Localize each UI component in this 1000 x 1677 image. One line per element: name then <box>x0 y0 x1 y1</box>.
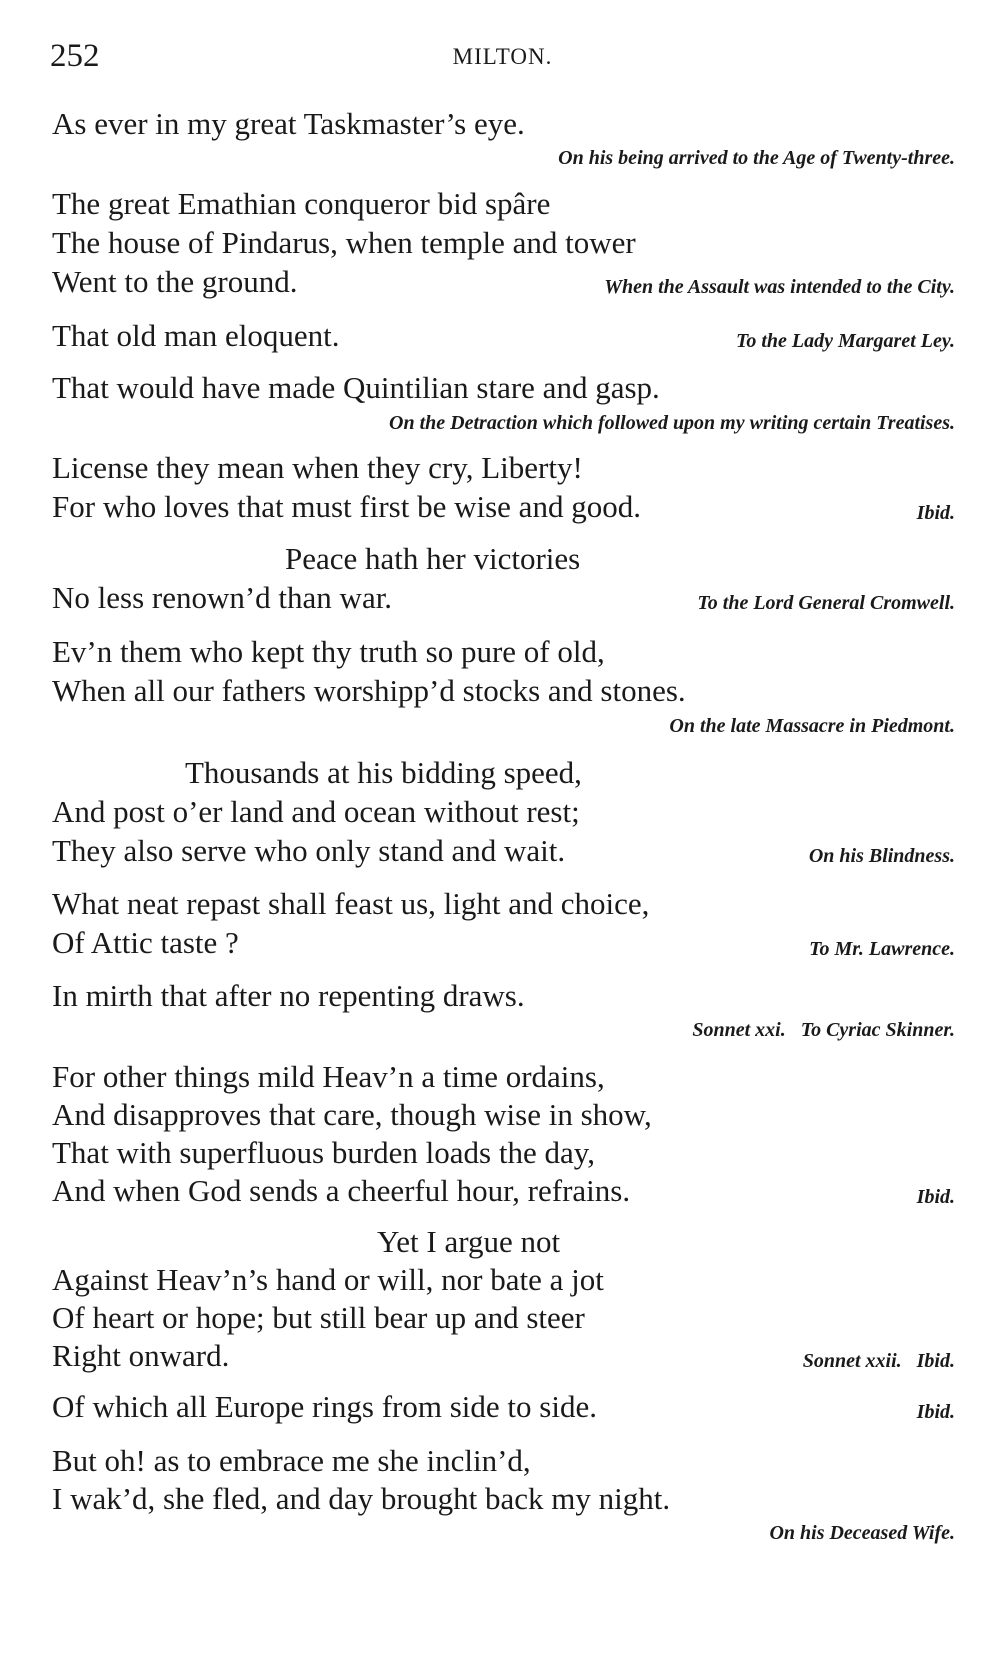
quote-line: The house of Pindarus, when temple and tower <box>52 225 636 260</box>
source-citation: Sonnet xxi. To Cyriac Skinner. <box>692 1019 955 1041</box>
quote-line: For who loves that must first be wise and good. <box>52 489 641 524</box>
quote-line: But oh! as to embrace me she inclin’d, <box>52 1443 531 1478</box>
source-citation: On his Blindness. <box>808 845 955 867</box>
page-header <box>50 38 955 78</box>
quote-line: No less renown’d than war. <box>52 580 393 615</box>
source-citation: On the late Massacre in Piedmont. <box>669 715 955 737</box>
quote-line: Peace hath her victories <box>285 541 581 576</box>
running-title: MILTON. <box>452 44 553 69</box>
quote-line: They also serve who only stand and wait. <box>52 833 566 868</box>
source-citation: On his Deceased Wife. <box>769 1522 955 1544</box>
quote-line: Went to the ground. <box>52 264 298 299</box>
page-number: 252 <box>50 38 100 74</box>
quote-line: License they mean when they cry, Liberty! <box>52 450 583 485</box>
source-citation: To Mr. Lawrence. <box>809 938 955 960</box>
quote-line: Right onward. <box>52 1338 230 1373</box>
quote-line: Ev’n them who kept thy truth so pure of old, <box>52 634 605 669</box>
source-citation: Ibid. <box>916 502 955 524</box>
source-citation: Sonnet xxii. Ibid. <box>802 1350 955 1372</box>
quote-line: The great Emathian conqueror bid spâre <box>52 186 551 221</box>
source-citation: When the Assault was intended to the City. <box>604 276 955 298</box>
quote-line: That with superfluous burden loads the day, <box>52 1135 595 1170</box>
source-citation: To the Lord General Cromwell. <box>697 592 955 614</box>
quote-line: For other things mild Heav’n a time ordains, <box>52 1059 605 1094</box>
quote-line: Of Attic taste ? <box>52 925 239 960</box>
quote-line: That old man eloquent. <box>52 318 340 353</box>
quote-line: And when God sends a cheerful hour, refrains. <box>52 1173 631 1208</box>
quote-line: Thousands at his bidding speed, <box>185 755 582 790</box>
quote-line: Against Heav’n’s hand or will, nor bate a jot <box>52 1262 604 1297</box>
quote-line: When all our fathers worshipp’d stocks and stones. <box>52 673 686 708</box>
quote-line: Of which all Europe rings from side to side. <box>52 1389 597 1424</box>
quote-line: In mirth that after no repenting draws. <box>52 978 525 1013</box>
quote-line: That would have made Quintilian stare and gasp. <box>52 370 660 405</box>
quote-line: And post o’er land and ocean without rest; <box>52 794 580 829</box>
source-citation: To the Lady Margaret Ley. <box>735 330 955 352</box>
quote-line: What neat repast shall feast us, light and choice, <box>52 886 650 921</box>
source-citation: On the Detraction which followed upon my writing certain Treatises. <box>389 412 955 434</box>
quote-line: Of heart or hope; but still bear up and steer <box>52 1300 585 1335</box>
quote-line: I wak’d, she fled, and day brought back my night. <box>52 1481 671 1516</box>
source-citation: On his being arrived to the Age of Twenty-three. <box>558 147 955 169</box>
source-citation: Ibid. <box>916 1186 955 1208</box>
quote-line: As ever in my great Taskmaster’s eye. <box>52 106 525 141</box>
source-citation: Ibid. <box>916 1401 955 1423</box>
quote-line: Yet I argue not <box>377 1224 561 1259</box>
quote-line: And disapproves that care, though wise in show, <box>52 1097 652 1132</box>
